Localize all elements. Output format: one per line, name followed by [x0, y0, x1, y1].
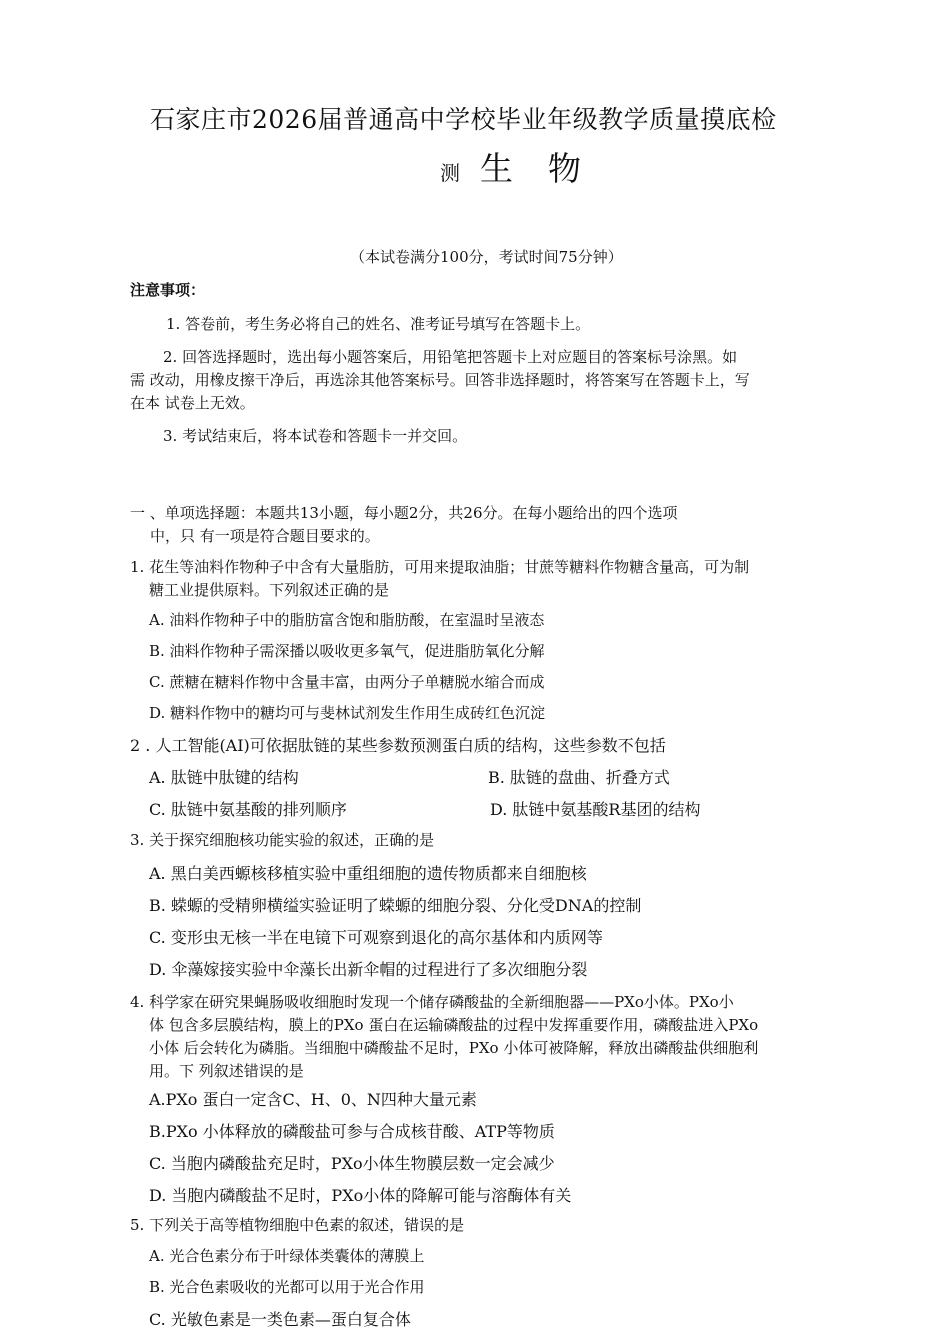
notes-heading: 注意事项：: [130, 281, 206, 299]
q5-stem: 5. 下列关于高等植物细胞中色素的叙述，错误的是: [130, 1216, 465, 1234]
q4-stem-line4: 用。下 列叙述错误的是: [149, 1062, 304, 1080]
q2-option-a: A. 肽链中肽键的结构: [149, 768, 299, 787]
q3-option-b: B. 蝾螈的受精卵横缢实验证明了蝾螈的细胞分裂、分化受DNA的控制: [149, 896, 642, 915]
section-heading-line2: 中，只 有一项是符合题目要求的。: [150, 527, 380, 545]
q2-stem: 2 . 人工智能(AI)可依据肽链的某些参数预测蛋白质的结构，这些参数不包括: [130, 736, 666, 755]
q2-option-b: B. 肽链的盘曲、折叠方式: [488, 768, 670, 787]
q1-option-d: D. 糖料作物中的糖均可与斐林试剂发生作用生成砖红色沉淀: [149, 704, 546, 722]
note-item-2-line1: 2. 回答选择题时，选出每小题答案后，用铅笔把答题卡上对应题目的答案标号涂黑。如: [163, 348, 738, 366]
q2-option-c: C. 肽链中氨基酸的排列顺序: [149, 800, 347, 819]
q4-option-b: B.PXo 小体释放的磷酸盐可参与合成核苷酸、ATP等物质: [149, 1122, 555, 1141]
q2-option-d: D. 肽链中氨基酸R基团的结构: [490, 800, 701, 819]
q5-option-c: C. 光敏色素是一类色素—蛋白复合体: [149, 1310, 411, 1329]
q3-option-c: C. 变形虫无核一半在电镜下可观察到退化的高尔基体和内质网等: [149, 928, 603, 947]
subject-char-1: 生: [480, 149, 517, 188]
q3-option-d: D. 伞藻嫁接实验中伞藻长出新伞帽的过程进行了多次细胞分裂: [149, 960, 588, 979]
section-heading-line1: 一 、单项选择题：本题共13小题，每小题2分，共26分。在每小题给出的四个选项: [130, 504, 678, 522]
note-item-1: 1. 答卷前，考生务必将自己的姓名、准考证号填写在答题卡上。: [166, 315, 591, 333]
q3-option-a: A. 黑白美西螈核移植实验中重组细胞的遗传物质都来自细胞核: [149, 864, 587, 883]
note-item-2-line2: 需 改动，用橡皮擦干净后，再选涂其他答案标号。回答非选择题时，将答案写在答题卡上，写: [130, 371, 750, 389]
q5-option-b: B. 光合色素吸收的光都可以用于光合作用: [149, 1278, 425, 1296]
note-item-2-line3: 在本 试卷上无效。: [130, 394, 255, 412]
title-suffix: 测: [440, 161, 460, 185]
q4-stem-line3: 小体 后会转化为磷脂。当细胞中磷酸盐不足时，PXo 小体可被降解，释放出磷酸盐供细胞利: [149, 1039, 759, 1057]
q1-stem-line1: 1. 花生等油料作物种子中含有大量脂肪，可用来提取油脂；甘蔗等糖料作物糖含量高，可为制: [130, 558, 750, 576]
q4-option-a: A.PXo 蛋白一定含C、H、0、N四种大量元素: [149, 1090, 477, 1109]
subject-char-2: 物: [548, 149, 581, 188]
q1-option-c: C. 蔗糖在糖料作物中含量丰富，由两分子单糖脱水缩合而成: [149, 673, 545, 691]
q4-option-d: D. 当胞内磷酸盐不足时，PXo小体的降解可能与溶酶体有关: [149, 1186, 572, 1205]
q1-option-b: B. 油料作物种子需深播以吸收更多氧气，促进脂肪氧化分解: [149, 642, 545, 660]
q1-stem-line2: 糖工业提供原料。下列叙述正确的是: [149, 581, 390, 599]
exam-info: （本试卷满分100分，考试时间75分钟）: [350, 248, 623, 266]
q5-option-a: A. 光合色素分布于叶绿体类囊体的薄膜上: [149, 1247, 425, 1265]
q4-stem-line1: 4. 科学家在研究果蝇肠吸收细胞时发现一个储存磷酸盐的全新细胞器——PXo小体。PXo小: [130, 993, 734, 1011]
q1-option-a: A. 油料作物种子中的脂肪富含饱和脂肪酸，在室温时呈液态: [149, 611, 545, 629]
q4-stem-line2: 体 包含多层膜结构，膜上的PXo 蛋白在运输磷酸盐的过程中发挥重要作用，磷酸盐进入PXo: [149, 1016, 759, 1034]
q4-option-c: C. 当胞内磷酸盐充足时，PXo小体生物膜层数一定会减少: [149, 1154, 555, 1173]
page-title: 石家庄市2026届普通高中学校毕业年级教学质量摸底检: [150, 105, 777, 134]
note-item-3: 3. 考试结束后，将本试卷和答题卡一并交回。: [163, 427, 468, 445]
q3-stem: 3. 关于探究细胞核功能实验的叙述，正确的是: [130, 831, 435, 849]
